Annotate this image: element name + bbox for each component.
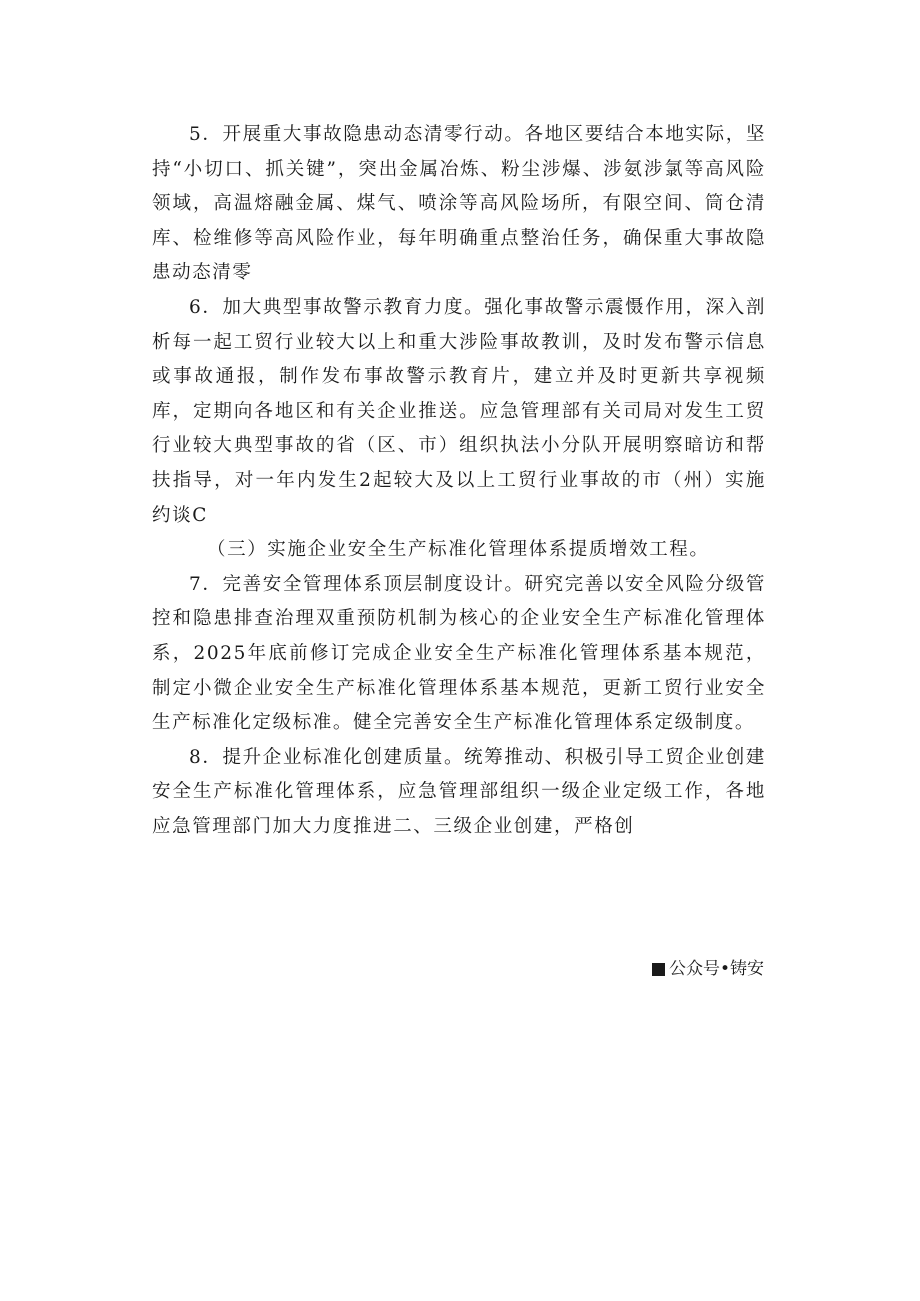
paragraph-item-5: 5．开展重大事故隐患动态清零行动。各地区要结合本地实际，坚持“小切口、抓关键”，突出金属冶炼、粉尘涉爆、涉氨涉氯等高风险领域，高温熔融金属、煤气、喷涂等高风险场所，有限空间、筒仓清库、检维修等高风险作业，每年明确重点整治任务，确保重大事故隐患动态清零: [152, 124, 766, 284]
black-square-icon: [652, 963, 665, 976]
section-heading-3: （三）实施企业安全生产标准化管理体系提质增效工程。: [207, 539, 710, 561]
paragraph-item-7: 7．完善安全管理体系顶层制度设计。研究完善以安全风险分级管控和隐患排查治理双重预防机制为核心的企业安全生产标准化管理体系，2025年底前修订完成企业安全生产标准化管理体系基本规范，制定小微企业安全生产标准化管理体系基本规范，更新工贸行业安全生产标准化定级标准。健全完善安全生产标准化管理体系定级制度。: [152, 573, 766, 734]
footer-text: 公众号•铸安: [668, 959, 764, 979]
paragraph-item-6: 6．加大典型事故警示教育力度。强化事故警示震慑作用，深入剖析每一起工贸行业较大以上和重大涉险事故教训，及时发布警示信息或事故通报，制作发布事故警示教育片，建立并及时更新共享视频库，定期向各地区和有关企业推送。应急管理部有关司局对发生工贸行业较大典型事故的省（区、市）组织执法小分队开展明察暗访和帮扶指导，对一年内发生2起较大及以上工贸行业事故的市（州）实施约谈C: [152, 296, 766, 526]
paragraph-item-8: 8．提升企业标准化创建质量。统筹推动、积极引导工贸企业创建安全生产标准化管理体系，应急管理部组织一级企业定级工作，各地应急管理部门加大力度推进二、三级企业创建，严格创: [152, 746, 766, 837]
watermark-footer: [652, 958, 764, 980]
document-body: [152, 118, 766, 844]
